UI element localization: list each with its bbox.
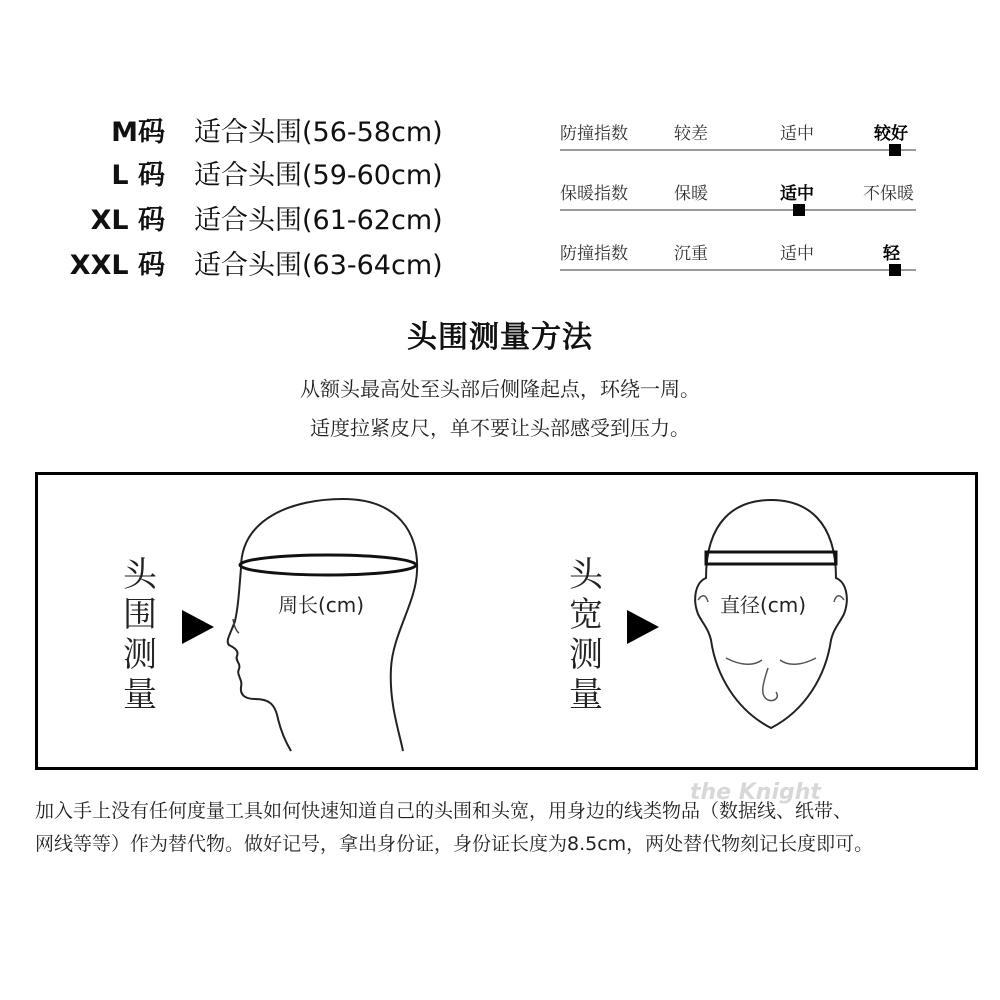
arrow-right-icon [627,610,659,644]
size-row-l [60,153,460,193]
diameter-label: 直径(cm) [720,593,807,617]
scale-name: 防撞指数 [560,244,628,264]
scale-marker [889,264,901,276]
size-code: XXL 码 [69,250,165,281]
scale-label-mid: 适中 [780,244,814,264]
size-description: 适合头围(63-64cm) [194,250,443,281]
arrow-right-icon [182,610,214,644]
size-code: L 码 [111,160,165,191]
scale-label-low: 沉重 [674,244,708,264]
vertical-text: 头 宽 测 量 [569,555,603,715]
method-title: 头围测量方法 [407,320,593,355]
size-code: M码 [111,117,165,148]
head-profile-illustration [223,493,433,753]
note-line-1: 加入手上没有任何度量工具如何快速知道自己的头围和头宽，用身边的线类物品（数据线、纸带、 [35,800,853,822]
head-width-vertical-label [566,555,606,715]
scale-weight [556,233,916,293]
scale-warmth [556,173,916,233]
scale-label-high: 轻 [883,244,900,264]
scale-label-low: 较差 [674,124,708,144]
scale-label-low: 保暖 [674,184,708,204]
scale-label-mid: 适中 [780,124,814,144]
measurement-illustration-frame [35,472,978,770]
vertical-text: 头 围 测 量 [123,555,157,715]
watermark-text: the Knight [690,780,821,805]
scale-label-high: 不保暖 [863,184,914,204]
head-circumference-vertical-label [120,555,160,715]
size-row-xl [60,198,460,238]
watermark-logo [690,780,821,805]
size-row-xxl [60,243,460,283]
scale-label-high: 较好 [874,124,908,144]
method-line-2: 适度拉紧皮尺，单不要让头部感受到压力。 [310,416,690,440]
note-line-2: 网线等等）作为替代物。做好记号，拿出身份证，身份证长度为8.5cm，两处替代物刻记长度即可。 [35,833,874,855]
circumference-label: 周长(cm) [278,593,365,617]
scale-name: 保暖指数 [560,184,628,204]
size-description: 适合头围(59-60cm) [194,160,443,191]
scale-name: 防撞指数 [560,124,628,144]
size-description: 适合头围(56-58cm) [194,117,443,148]
scale-marker [889,144,901,156]
scale-impact [556,113,916,173]
scale-label-mid: 适中 [780,184,814,204]
scale-marker [793,204,805,216]
size-description: 适合头围(61-62cm) [194,205,443,236]
size-row-m [60,110,460,150]
scale-track [560,269,916,271]
size-code: XL 码 [90,205,165,236]
method-line-1: 从额头最高处至头部后侧隆起点，环绕一周。 [300,377,700,401]
scale-track [560,209,916,211]
scale-track [560,149,916,151]
